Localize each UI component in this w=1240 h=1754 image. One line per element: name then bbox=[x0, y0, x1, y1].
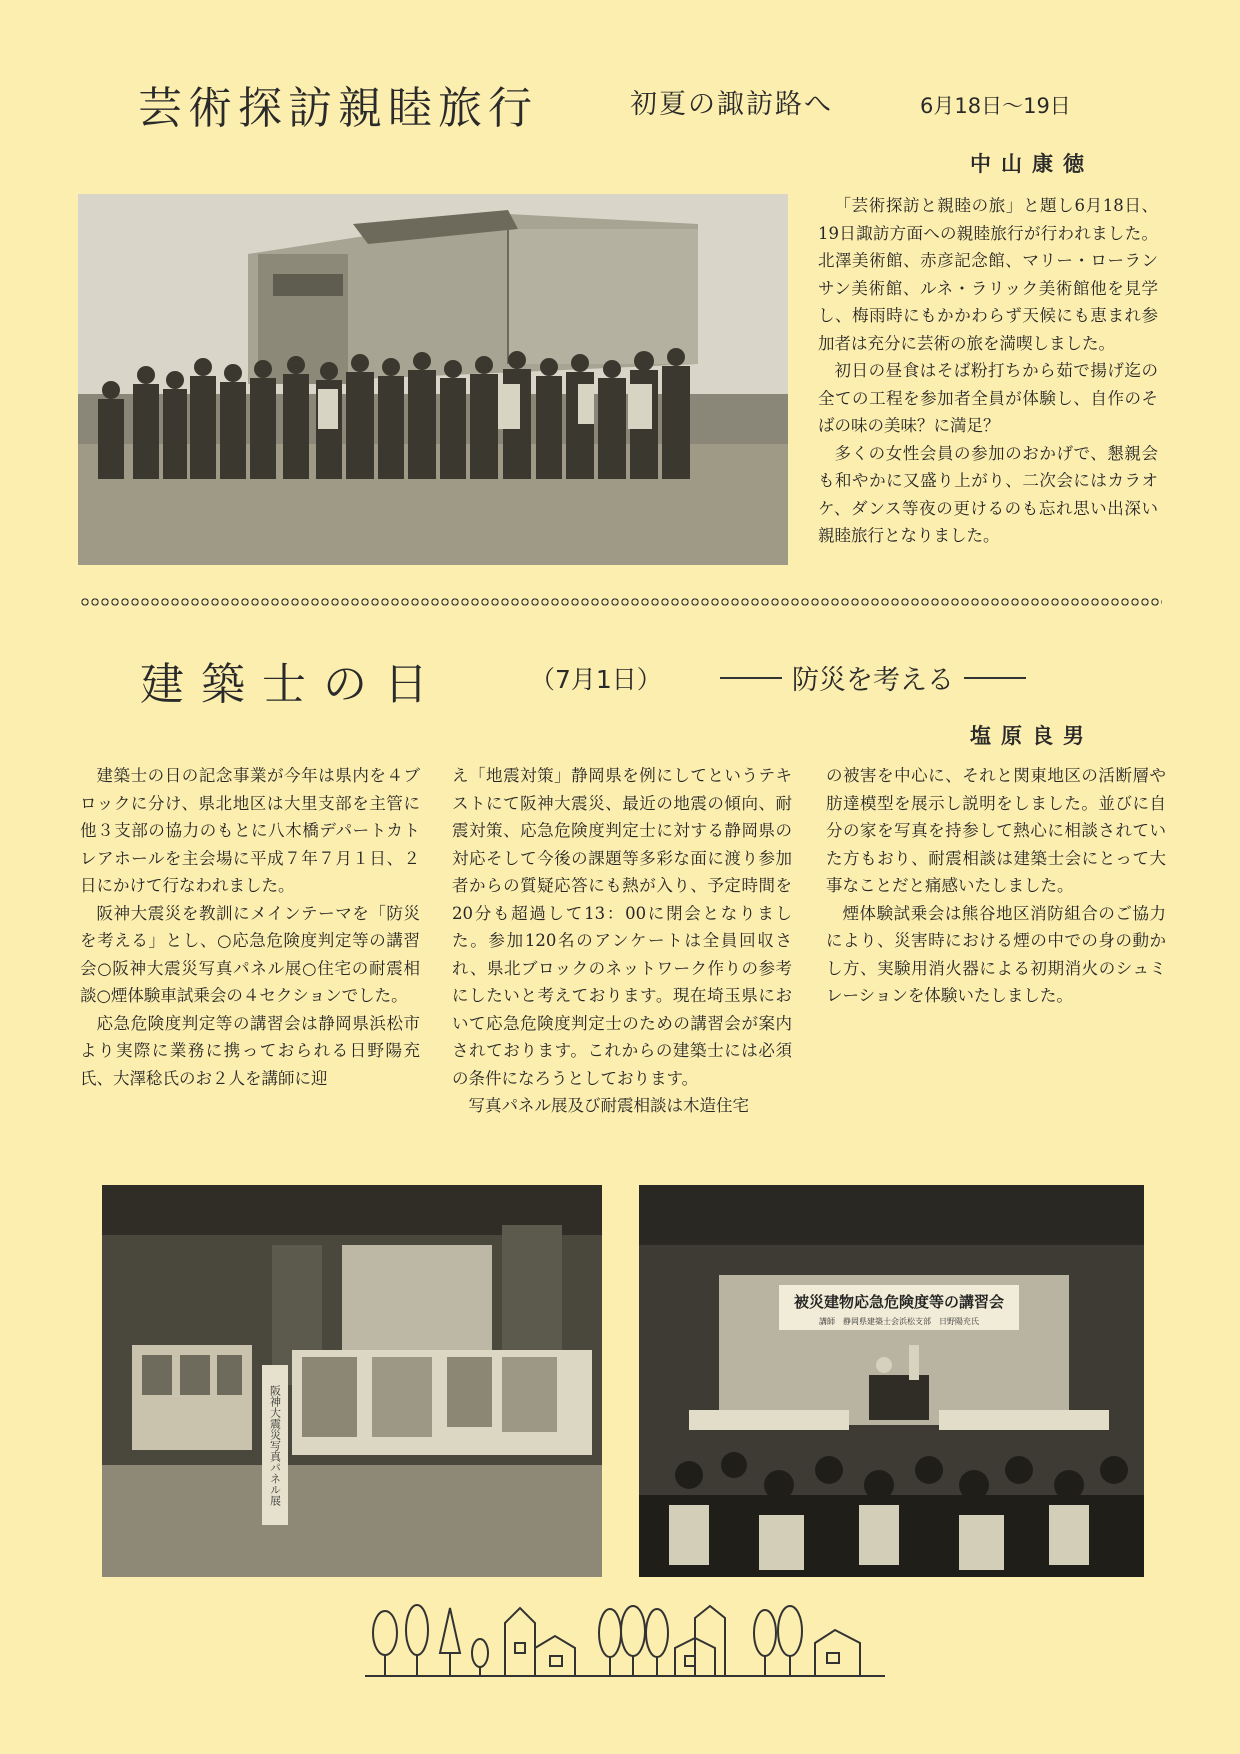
article1-body bbox=[818, 192, 1158, 550]
exhibition-photo bbox=[102, 1185, 602, 1577]
article2-paragraph: 煙体験試乗会は熊谷地区消防組合のご協力により、災害時における煙の中での身の動かし方、実験用消火器による初期消火のシュミレーションを体験いたしました。 bbox=[826, 903, 1166, 1005]
article2-paragraph: 阪神大震災を教訓にメインテーマを「防災を考える」とし、○応急危険度判定等の講習会○阪神大震災写真パネル展○住宅の耐震相談○煙体験車試乗会の４セクションでした。 bbox=[80, 903, 420, 1005]
lecture-photo-illustration bbox=[639, 1185, 1144, 1577]
article2-subtitle: 防災を考える bbox=[792, 665, 954, 696]
article2-paragraph: 建築士の日の記念事業が今年は県内を４ブロックに分け、県北地区は大里支部を主管に他３支部の協力のもとに八木橋デパートカトレアホールを主会場に平成７年７月１日、２日にかけて行なわれました。 bbox=[80, 766, 420, 895]
article1-paragraph: 多くの女性会員の参加のおかげで、懇親会も和やかに又盛り上がり、二次会にはカラオケ、ダンス等夜の更けるのも忘れ思い出深い親睦旅行となりました。 bbox=[818, 443, 1158, 545]
footer-illustration bbox=[365, 1598, 885, 1683]
dash-right bbox=[964, 677, 1026, 679]
article2-paragraph: 応急危険度判定等の講習会は静岡県浜松市より実際に業務に携っておられる日野陽充氏、大澤稔氏のお２人を講師に迎 bbox=[80, 1013, 420, 1088]
article2-title: 建築士の日 bbox=[140, 659, 445, 710]
article2-subtitle-wrap bbox=[720, 658, 1026, 697]
article1-date: 6月18日～19日 bbox=[920, 94, 1071, 118]
article2-paragraph: え「地震対策」静岡県を例にしてというテキストにて阪神大震災、最近の地震の傾向、耐震対策、応急危険度判定士に対する静岡県の対応そして今後の課題等多彩な面に渡り参加者からの質疑応答にも熱が入り、予定時間を20分も超過して13：00に閉会となりました。参加120名のアンケートは全員回収され、県北ブロックのネットワーク作りの参考にしたいと考えております。現在埼玉県において応急危険度判定士のための講習会が案内されております。これからの建築士には必須の条件になろうとしております。 bbox=[452, 766, 792, 1088]
article2-paragraph: の被害を中心に、それと関東地区の活断層や肪達模型を展示し説明をしました。並びに自分の家を写真を持参して熱心に相談されていた方もおり、耐震相談は建築士会にとって大事なことだと痛感いたしました。 bbox=[826, 766, 1166, 895]
article1-paragraph: 初日の昼食はそば粉打ちから茹で揚げ迄の全ての工程を参加者全員が体験し、自作のそばの味の美味？に満足？ bbox=[818, 361, 1158, 435]
panel-exhibition-label: 阪神大震災写真パネル展 bbox=[268, 1385, 282, 1506]
article2-author: 塩原良男 bbox=[970, 724, 1094, 748]
lecture-banner-sub: 講師 静岡県建築士会浜松支部 日野陽充氏 bbox=[819, 1317, 979, 1326]
article1-paragraph: 「芸術探訪と親睦の旅」と題し6月18日、19日諏訪方面への親睦旅行が行われました。北澤美術館、赤彦記念館、マリー・ローランサン美術館、ルネ・ラリック美術館他を見学し、梅雨時にもかかわらず天候にも恵まれ参加者は充分に芸術の旅を満喫しました。 bbox=[818, 196, 1158, 353]
group-photo bbox=[78, 194, 788, 565]
article2-column-2 bbox=[452, 762, 792, 1120]
dash-left bbox=[720, 677, 782, 679]
trees-and-houses-icon bbox=[365, 1598, 885, 1683]
article1-author: 中山康徳 bbox=[970, 152, 1094, 176]
section-divider bbox=[80, 597, 1162, 607]
article2-column-3 bbox=[826, 762, 1166, 1010]
group-photo-illustration bbox=[78, 194, 788, 565]
lecture-banner: 被災建物応急危険度等の講習会 bbox=[793, 1293, 1005, 1311]
exhibition-photo-illustration bbox=[102, 1185, 602, 1577]
lecture-photo bbox=[639, 1185, 1144, 1577]
article2-column-1 bbox=[80, 762, 420, 1092]
article1-title: 芸術探訪親睦旅行 bbox=[138, 83, 538, 134]
article2-paragraph: 写真パネル展及び耐震相談は木造住宅 bbox=[468, 1096, 749, 1115]
article2-date: （7月1日） bbox=[530, 665, 662, 694]
article1-subtitle: 初夏の諏訪路へ bbox=[630, 89, 833, 120]
